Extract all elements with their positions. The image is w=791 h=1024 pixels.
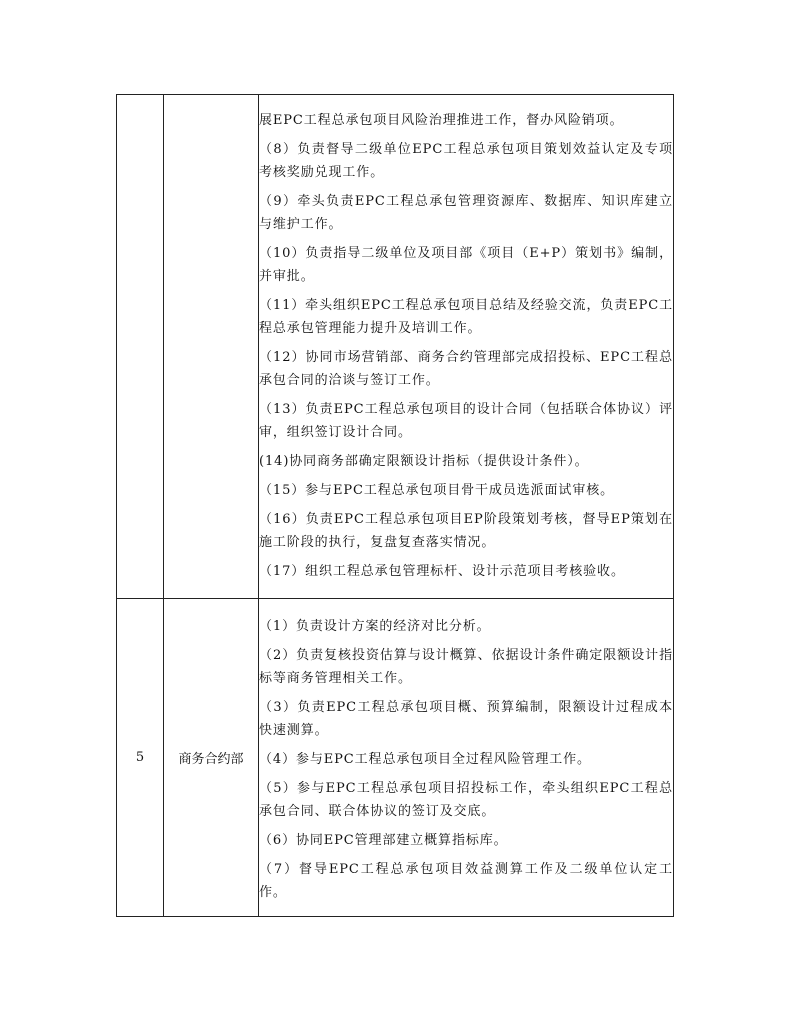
duties-cell: [259, 599, 674, 917]
duty-item: （12）协同市场营销部、商务合约管理部完成招投标、EPC工程总承包合同的洽谈与签订工作。: [259, 350, 673, 388]
row-number-cell: 5: [117, 599, 164, 917]
row-number-cell: [117, 95, 164, 599]
duty-item: （7）督导EPC工程总承包项目效益测算工作及二级单位认定工作。: [259, 862, 673, 900]
duty-item: （15）参与EPC工程总承包项目骨干成员选派面试审核。: [259, 483, 615, 498]
duty-item: （8）负责督导二级单位EPC工程总承包项目策划效益认定及专项考核奖励兑现工作。: [259, 142, 673, 180]
duty-item: （1）负责设计方案的经济对比分析。: [259, 619, 491, 634]
duty-item: （3）负责EPC工程总承包项目概、预算编制，限额设计过程成本快速测算。: [259, 700, 673, 738]
duty-item: （10）负责指导二级单位及项目部《项目（E+P）策划书》编制，并审批。: [259, 246, 673, 284]
table-row: [117, 599, 674, 917]
duty-item: （6）协同EPC管理部建立概算指标库。: [259, 833, 508, 848]
duty-item: （5）参与EPC工程总承包项目招投标工作，牵头组织EPC工程总承包合同、联合体协议的签订及交底。: [259, 781, 673, 819]
duty-item: 展EPC工程总承包项目风险治理推进工作，督办风险销项。: [259, 113, 624, 128]
duty-item: （11）牵头组织EPC工程总承包项目总结及经验交流，负责EPC工程总承包管理能力提升及培训工作。: [259, 298, 673, 336]
department-cell: 商务合约部: [164, 599, 259, 917]
duty-item: （16）负责EPC工程总承包项目EP阶段策划考核，督导EP策划在施工阶段的执行，复盘复查落实情况。: [259, 512, 673, 550]
duties-cell: [259, 95, 674, 599]
duty-item: （13）负责EPC工程总承包项目的设计合同（包括联合体协议）评审，组织签订设计合同。: [259, 402, 673, 440]
duty-item: （4）参与EPC工程总承包项目全过程风险管理工作。: [259, 752, 591, 767]
table-row: [117, 95, 674, 599]
duty-item: （17）组织工程总承包管理标杆、设计示范项目考核验收。: [259, 564, 625, 579]
duty-item: （9）牵头负责EPC工程总承包管理资源库、数据库、知识库建立与维护工作。: [259, 194, 673, 232]
duty-item: (14)协同商务部确定限额设计指标（提供设计条件）。: [259, 454, 589, 469]
responsibility-table: [116, 94, 674, 917]
department-cell: [164, 95, 259, 599]
duty-item: （2）负责复核投资估算与设计概算、依据设计条件确定限额设计指标等商务管理相关工作。: [259, 648, 673, 686]
